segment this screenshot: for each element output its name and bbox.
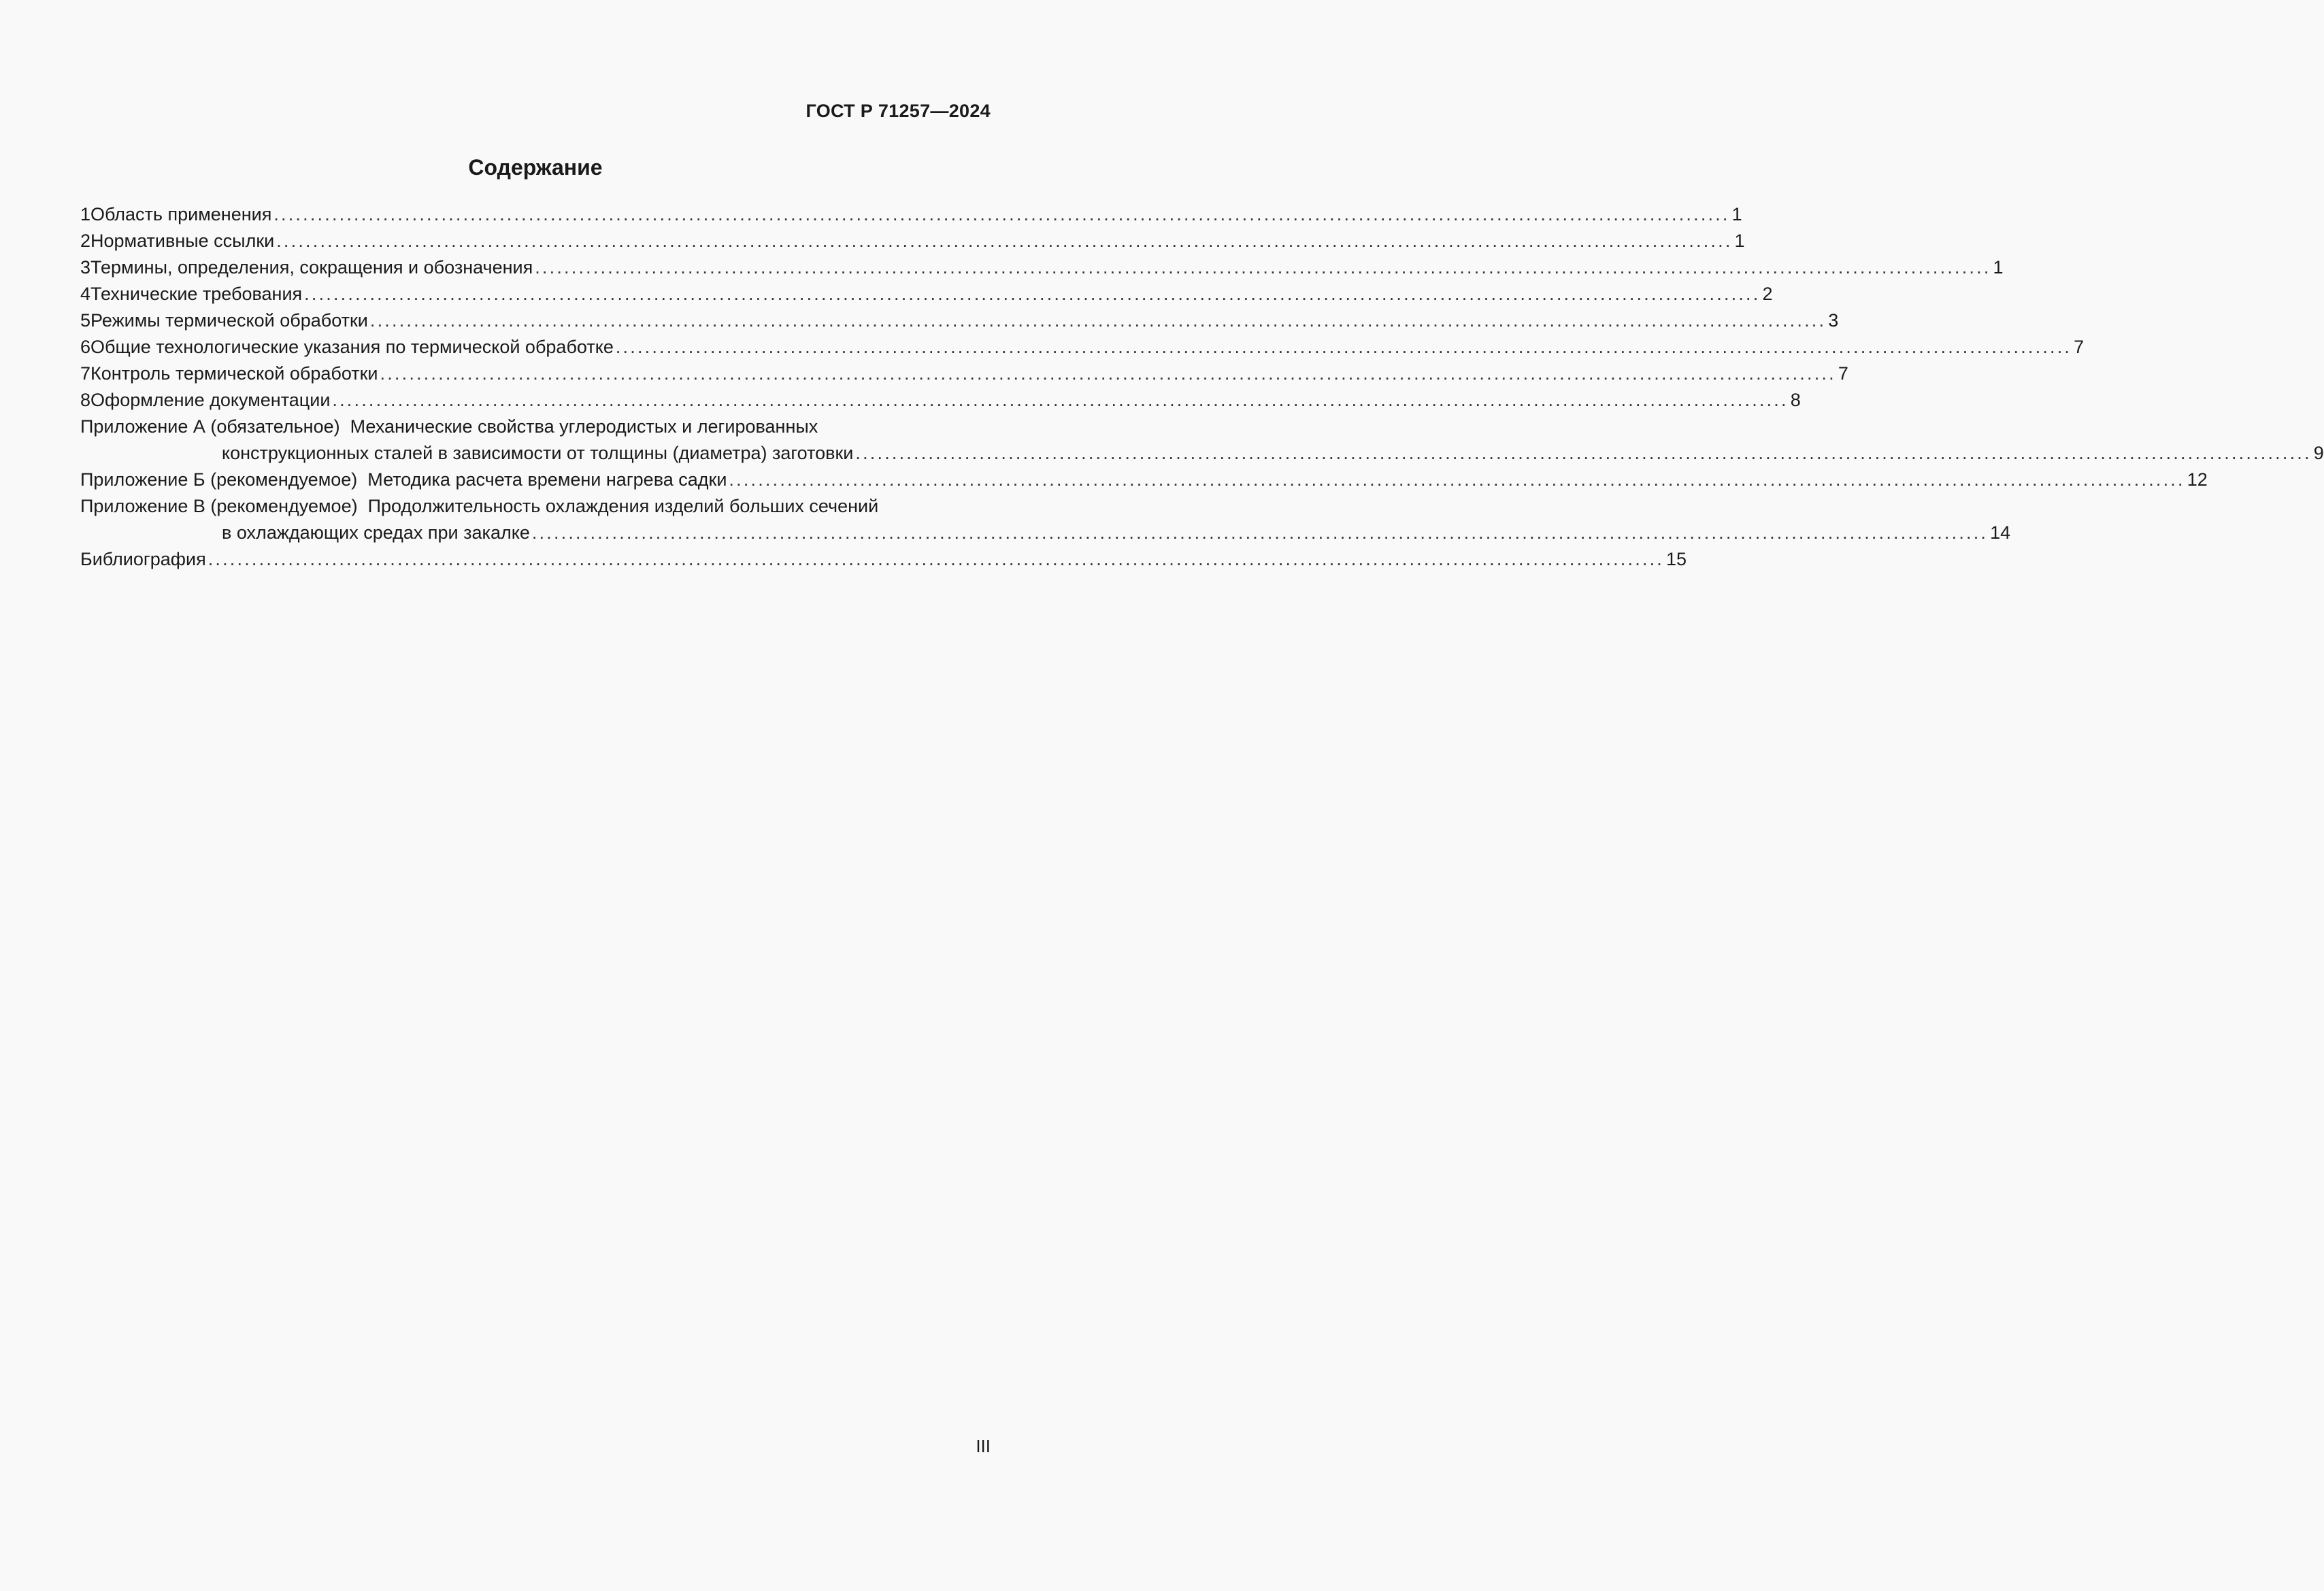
toc-item[interactable] (80, 228, 1745, 254)
toc-item-page: 3 (1828, 310, 1839, 331)
toc-item-number: 7 (80, 363, 91, 384)
toc-item-number: 6 (80, 337, 91, 357)
toc-appendix-a[interactable] (80, 414, 2324, 467)
table-of-contents (80, 201, 2324, 573)
toc-item[interactable] (80, 307, 1839, 334)
leader-dots: ........................................................................................................................................................................................................ (332, 390, 1789, 410)
toc-item-title: Область применения (90, 204, 272, 224)
leader-dots: ........................................................................................................................................................................................................ (208, 549, 1664, 569)
toc-item-page: 1 (1731, 204, 1742, 224)
toc-item-page: 1 (1734, 231, 1745, 251)
toc-item-page: 7 (1838, 363, 1848, 384)
toc-appendix-title: Приложение Б (рекомендуемое) Методика расчета времени нагрева садки (80, 469, 727, 490)
toc-item-title: Технические требования (90, 284, 303, 304)
toc-bibliography[interactable] (80, 546, 1687, 573)
toc-item-title: Библиография (80, 549, 206, 569)
leader-dots: ........................................................................................................................................................................................................ (615, 337, 2072, 357)
leader-dots: ........................................................................................................................................................................................................ (855, 443, 2312, 463)
toc-item-page: 1 (1993, 257, 2004, 278)
toc-item-title: Режимы термической обработки (90, 310, 368, 331)
toc-item-number: 1 (80, 204, 91, 224)
toc-item-page: 8 (1790, 390, 1801, 410)
leader-dots: ........................................................................................................................................................................................................ (535, 257, 1991, 278)
toc-item-page: 7 (2074, 337, 2085, 357)
toc-item-page: 14 (1990, 522, 2011, 543)
toc-appendix-title: Приложение А (обязательное) Механические свойства углеродистых и легированных (80, 416, 818, 437)
toc-item-page: 12 (2187, 469, 2208, 490)
toc-item-page: 9 (2313, 443, 2324, 463)
leader-dots: ........................................................................................................................................................................................................ (276, 231, 1733, 251)
toc-item-number: 8 (80, 390, 91, 410)
toc-item[interactable] (80, 361, 1848, 387)
document-code: ГОСТ Р 71257—2024 (806, 101, 991, 121)
toc-appendix-title-continued: в охлаждающих средах при закалке (222, 522, 530, 543)
toc-item-page: 2 (1762, 284, 1773, 304)
leader-dots: ........................................................................................................................................................................................................ (304, 284, 1761, 304)
toc-item-title: Общие технологические указания по термической обработке (90, 337, 614, 357)
toc-item-page: 15 (1666, 549, 1687, 569)
toc-appendix-b[interactable] (80, 467, 2208, 493)
toc-item[interactable] (80, 201, 1742, 228)
toc-appendix-title: Приложение В (рекомендуемое) Продолжительность охлаждения изделий больших сечений (80, 496, 879, 516)
toc-item-number: 5 (80, 310, 91, 331)
leader-dots: ........................................................................................................................................................................................................ (369, 310, 1827, 331)
toc-appendix-title-continued: конструкционных сталей в зависимости от толщины (диаметра) заготовки (222, 443, 854, 463)
page-number: III (976, 1436, 991, 1456)
toc-item-title: Нормативные ссылки (90, 231, 275, 251)
toc-appendix-v[interactable] (80, 493, 2011, 546)
toc-item-title: Термины, определения, сокращения и обозначения (90, 257, 533, 278)
leader-dots: ........................................................................................................................................................................................................ (273, 204, 1730, 224)
toc-item-number: 4 (80, 284, 91, 304)
toc-item[interactable] (80, 281, 1773, 307)
toc-item-title: Оформление документации (90, 390, 331, 410)
toc-item[interactable] (80, 334, 2085, 361)
toc-item[interactable] (80, 387, 1801, 414)
leader-dots: ........................................................................................................................................................................................................ (729, 469, 2185, 490)
toc-item-title: Контроль термической обработки (90, 363, 378, 384)
toc-item-number: 3 (80, 257, 91, 278)
toc-title: Содержание (468, 155, 603, 180)
leader-dots: ........................................................................................................................................................................................................ (531, 522, 1989, 543)
toc-item-number: 2 (80, 231, 91, 251)
toc-item[interactable] (80, 254, 2004, 281)
leader-dots: ........................................................................................................................................................................................................ (380, 363, 1836, 384)
